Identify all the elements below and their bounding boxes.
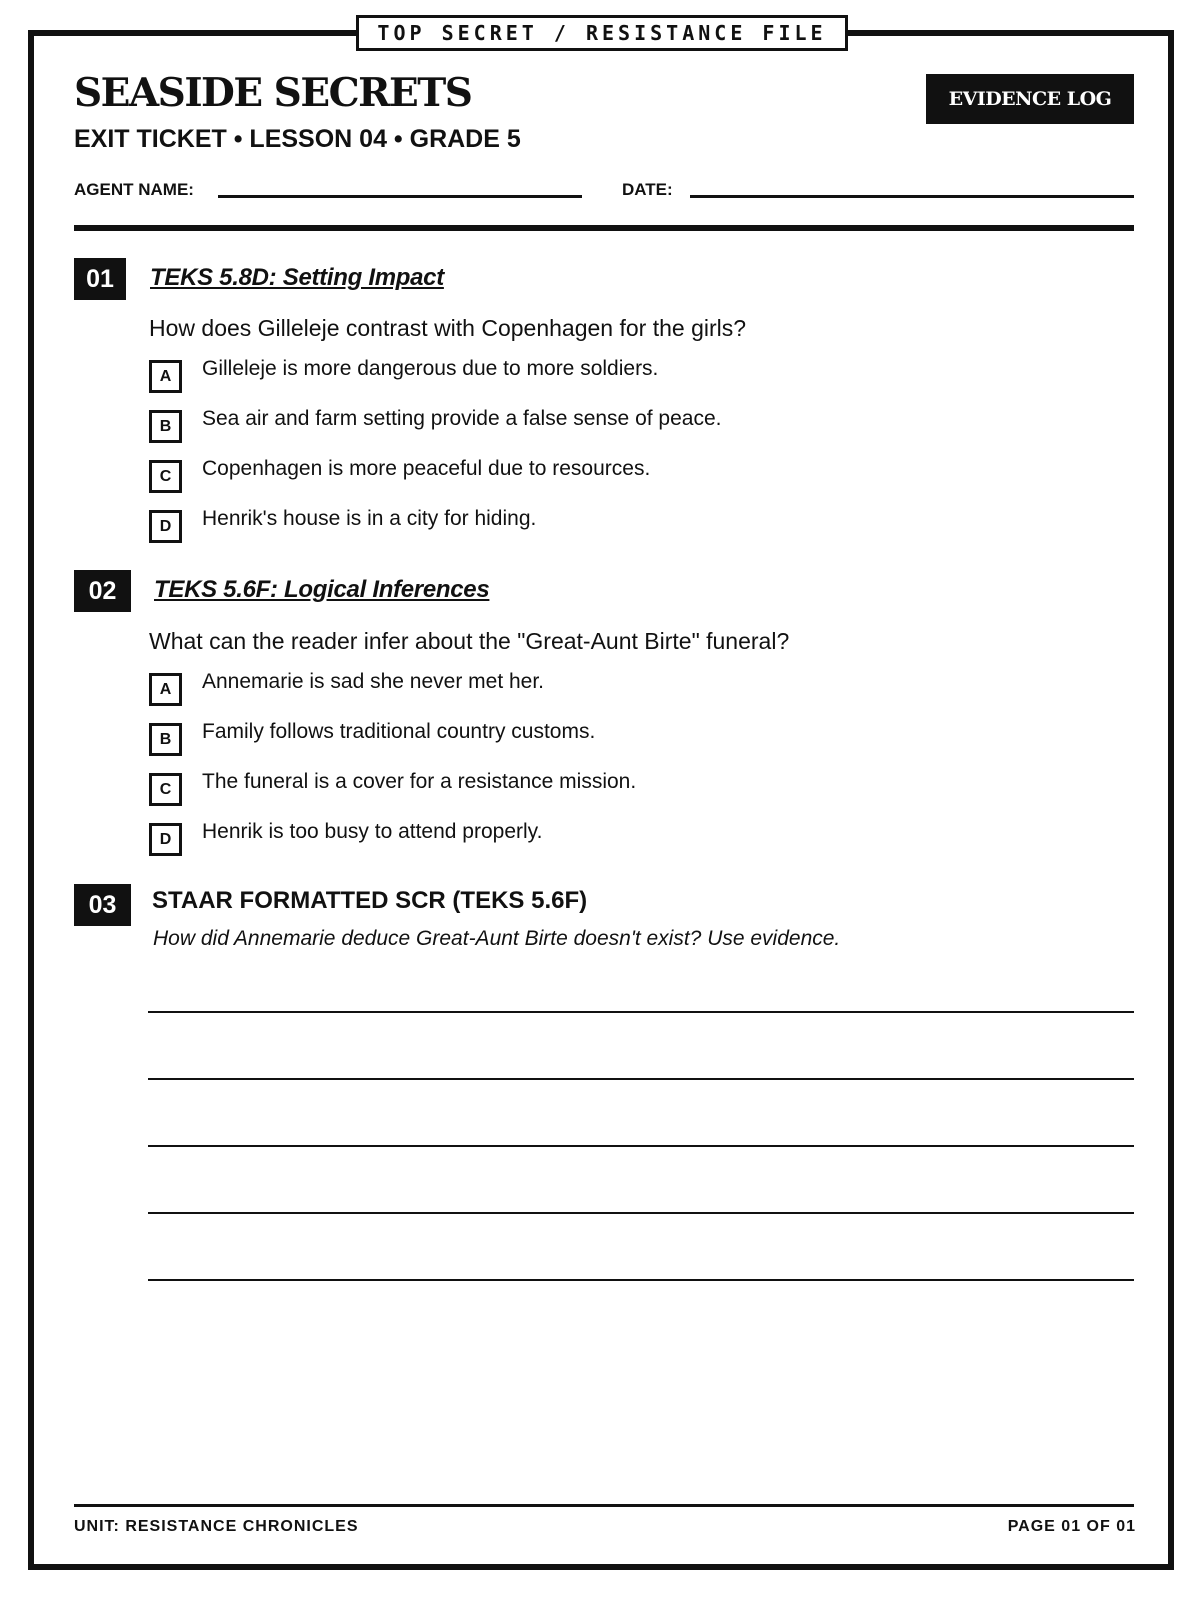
answer-checkbox[interactable]: C	[149, 460, 182, 493]
question-2-heading: TEKS 5.6F: Logical Inferences	[154, 576, 490, 603]
agent-name-label: AGENT NAME:	[74, 180, 194, 199]
option-text: Sea air and farm setting provide a false sense of peace.	[202, 407, 722, 430]
classification-stamp: TOP SECRET / RESISTANCE FILE	[356, 15, 848, 51]
evidence-log-tag: EVIDENCE LOG	[926, 74, 1134, 124]
response-line[interactable]	[148, 1212, 1134, 1214]
option-text: Gilleleje is more dangerous due to more soldiers.	[202, 357, 659, 380]
question-1-heading: TEKS 5.8D: Setting Impact	[150, 264, 444, 291]
q1-option-b[interactable]	[149, 407, 1109, 442]
option-text: Henrik's house is in a city for hiding.	[202, 507, 537, 530]
footer-unit: UNIT: RESISTANCE CHRONICLES	[74, 1518, 359, 1535]
response-line[interactable]	[148, 1145, 1134, 1147]
question-number-badge: 02	[74, 570, 131, 612]
header-divider	[74, 225, 1134, 231]
question-2-prompt: What can the reader infer about the "Great-Aunt Birte" funeral?	[149, 628, 790, 654]
option-text: Copenhagen is more peaceful due to resources.	[202, 457, 651, 480]
question-1-prompt: How does Gilleleje contrast with Copenhagen for the girls?	[149, 315, 747, 341]
q2-option-b[interactable]	[149, 720, 1109, 755]
worksheet-title: SEASIDE SECRETS	[74, 70, 472, 116]
q1-option-a[interactable]	[149, 357, 1109, 392]
response-line[interactable]	[148, 1279, 1134, 1281]
agent-name-field[interactable]	[218, 195, 582, 198]
date-field[interactable]	[690, 195, 1134, 198]
option-text: Annemarie is sad she never met her.	[202, 670, 545, 693]
question-number-badge: 01	[74, 258, 126, 300]
q1-option-d[interactable]	[149, 507, 1109, 542]
scr-prompt: How did Annemarie deduce Great-Aunt Birte doesn't exist? Use evidence.	[153, 927, 841, 950]
question-number-badge: 03	[74, 884, 131, 926]
q2-option-a[interactable]	[149, 670, 1109, 705]
footer-page-number: PAGE 01 OF 01	[1007, 1518, 1136, 1535]
footer-divider	[74, 1504, 1134, 1507]
response-line[interactable]	[148, 1011, 1134, 1013]
answer-checkbox[interactable]: D	[149, 510, 182, 543]
scr-heading: STAAR FORMATTED SCR (TEKS 5.6F)	[152, 887, 588, 914]
q2-option-c[interactable]	[149, 770, 1109, 805]
date-label: DATE:	[622, 180, 673, 199]
worksheet-subtitle: EXIT TICKET • LESSON 04 • GRADE 5	[74, 125, 521, 153]
q1-option-c[interactable]	[149, 457, 1109, 492]
answer-checkbox[interactable]: D	[149, 823, 182, 856]
answer-checkbox[interactable]: C	[149, 773, 182, 806]
answer-checkbox[interactable]: B	[149, 410, 182, 443]
response-line[interactable]	[148, 1078, 1134, 1080]
answer-checkbox[interactable]: A	[149, 360, 182, 393]
answer-checkbox[interactable]: B	[149, 723, 182, 756]
answer-checkbox[interactable]: A	[149, 673, 182, 706]
option-text: The funeral is a cover for a resistance mission.	[202, 770, 637, 793]
option-text: Henrik is too busy to attend properly.	[202, 820, 543, 843]
option-text: Family follows traditional country customs.	[202, 720, 596, 743]
q2-option-d[interactable]	[149, 820, 1109, 855]
